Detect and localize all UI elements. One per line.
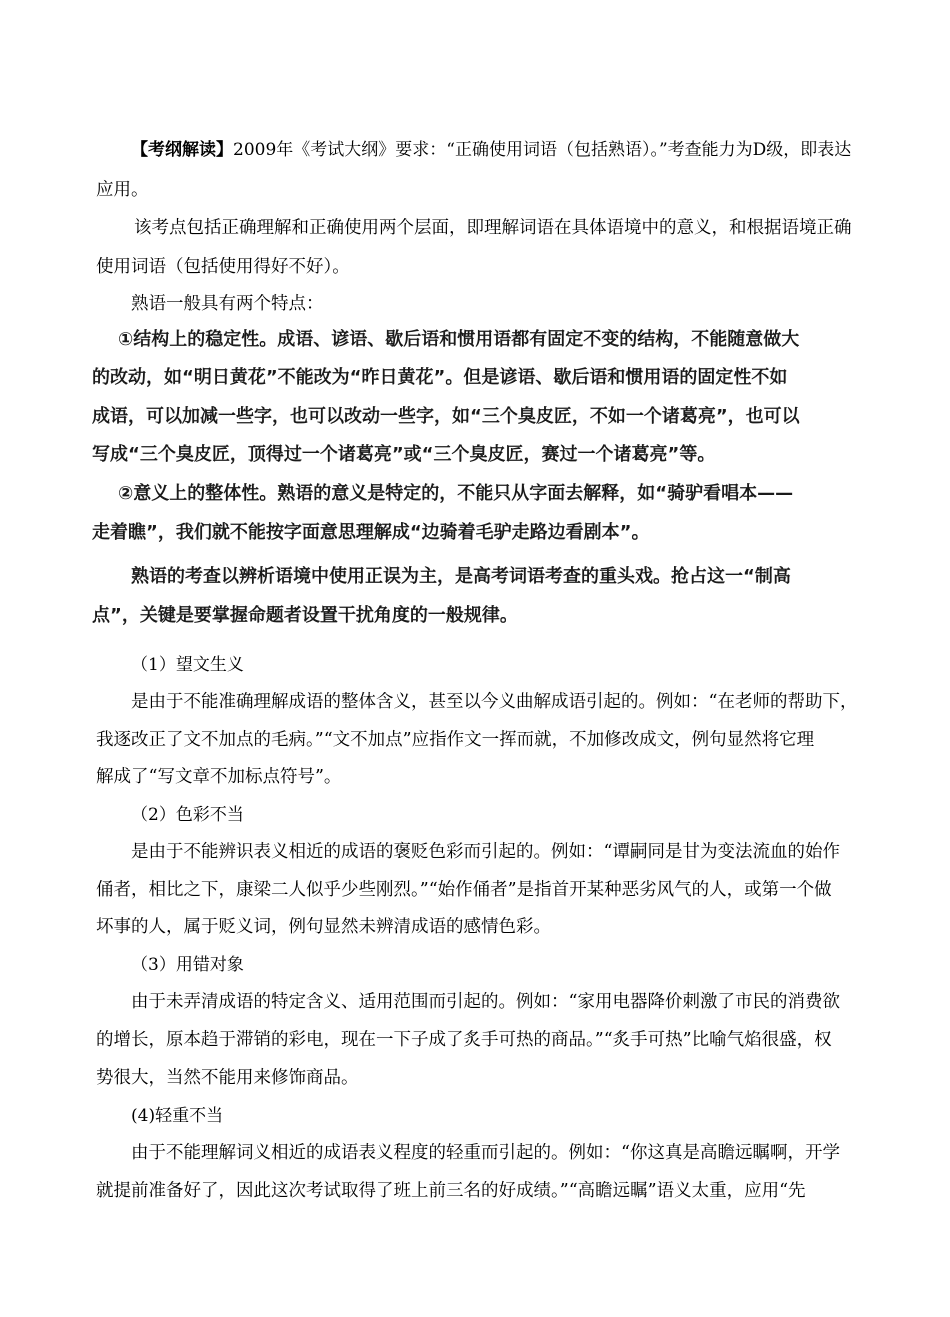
section-2-line-2: 俑者，相比之下，康梁二人似乎少些刚烈。”“始作俑者”是指首开某种恶劣风气的人，或第一个做 bbox=[96, 880, 832, 900]
section-2-heading: （2）色彩不当 bbox=[131, 805, 244, 825]
syllabus-label: 【考纲解读】 bbox=[131, 140, 233, 160]
section-3-line-2: 的增长，原本趋于滞销的彩电，现在一下子成了炙手可热的商品。”“炙手可热”比喻气焰很盛，权 bbox=[96, 1030, 832, 1050]
feature-1-line-2: 的改动，如“明日黄花”不能改为“昨日黄花”。但是谚语、歇后语和惯用语的固定性不如 bbox=[92, 367, 788, 388]
feature-3-line-1: 熟语的考查以辨析语境中使用正误为主，是高考词语考查的重头戏。抢占这一“制高 bbox=[131, 566, 791, 587]
intro-line-1-text: 2009年《考试大纲》要求：“正确使用词语（包括熟语）。”考查能力为D级，即表达 bbox=[233, 140, 852, 160]
intro-para2-line-1: 该考点包括正确理解和正确使用两个层面，即理解词语在具体语境中的意义，和根据语境正确 bbox=[134, 218, 852, 238]
feature-2-line-1: ②意义上的整体性。熟语的意义是特定的，不能只从字面去解释，如“骑驴看唱本—— bbox=[118, 483, 794, 504]
section-1-heading: （1）望文生义 bbox=[131, 655, 244, 675]
section-2-line-1: 是由于不能辨识表义相近的成语的褒贬色彩而引起的。例如：“谭嗣同是甘为变法流血的始作 bbox=[131, 842, 840, 862]
section-3-heading: （3）用错对象 bbox=[131, 955, 244, 975]
section-4-line-2: 就提前准备好了，因此这次考试取得了班上前三名的好成绩。”“高瞻远瞩”语义太重，应用“先 bbox=[96, 1181, 806, 1201]
section-2-line-3: 坏事的人，属于贬义词，例句显然未辨清成语的感情色彩。 bbox=[96, 917, 551, 937]
section-1-line-3: 解成了“写文章不加标点符号”。 bbox=[96, 767, 342, 787]
section-4-line-1: 由于不能理解词义相近的成语表义程度的轻重而引起的。例如：“你这真是高瞻远瞩啊，开学 bbox=[131, 1143, 840, 1163]
feature-2-line-2: 走着瞧”，我们就不能按字面意思理解成“边骑着毛驴走路边看剧本”。 bbox=[92, 522, 650, 543]
intro-line-2: 应用。 bbox=[96, 180, 149, 200]
feature-1-line-1: ①结构上的稳定性。成语、谚语、歇后语和惯用语都有固定不变的结构，不能随意做大 bbox=[118, 329, 800, 350]
feature-1-line-4: 写成“三个臭皮匠，顶得过一个诸葛亮”或“三个臭皮匠，赛过一个诸葛亮”等。 bbox=[92, 444, 716, 465]
section-1-line-1: 是由于不能准确理解成语的整体含义，甚至以今义曲解成语引起的。例如：“在老师的帮助下， bbox=[131, 692, 858, 712]
intro-line-1 bbox=[131, 138, 851, 162]
intro-para2-line-2: 使用词语（包括使用得好不好）。 bbox=[96, 257, 350, 277]
intro-para3: 熟语一般具有两个特点： bbox=[131, 294, 324, 314]
section-1-line-2: 我逐改正了文不加点的毛病。”“文不加点”应指作文一挥而就，不加修改成文，例句显然将它理 bbox=[96, 730, 815, 750]
section-3-line-1: 由于未弄清成语的特定含义、适用范围而引起的。例如：“家用电器降价刺激了市民的消费欲 bbox=[131, 992, 840, 1012]
section-4-heading: (4)轻重不当 bbox=[131, 1106, 224, 1126]
section-3-line-3: 势很大，当然不能用来修饰商品。 bbox=[96, 1068, 359, 1088]
feature-1-line-3: 成语，可以加减一些字，也可以改动一些字，如“三个臭皮匠，不如一个诸葛亮”，也可以 bbox=[92, 406, 800, 427]
feature-3-line-2: 点”，关键是要掌握命题者设置干扰角度的一般规律。 bbox=[92, 605, 518, 626]
